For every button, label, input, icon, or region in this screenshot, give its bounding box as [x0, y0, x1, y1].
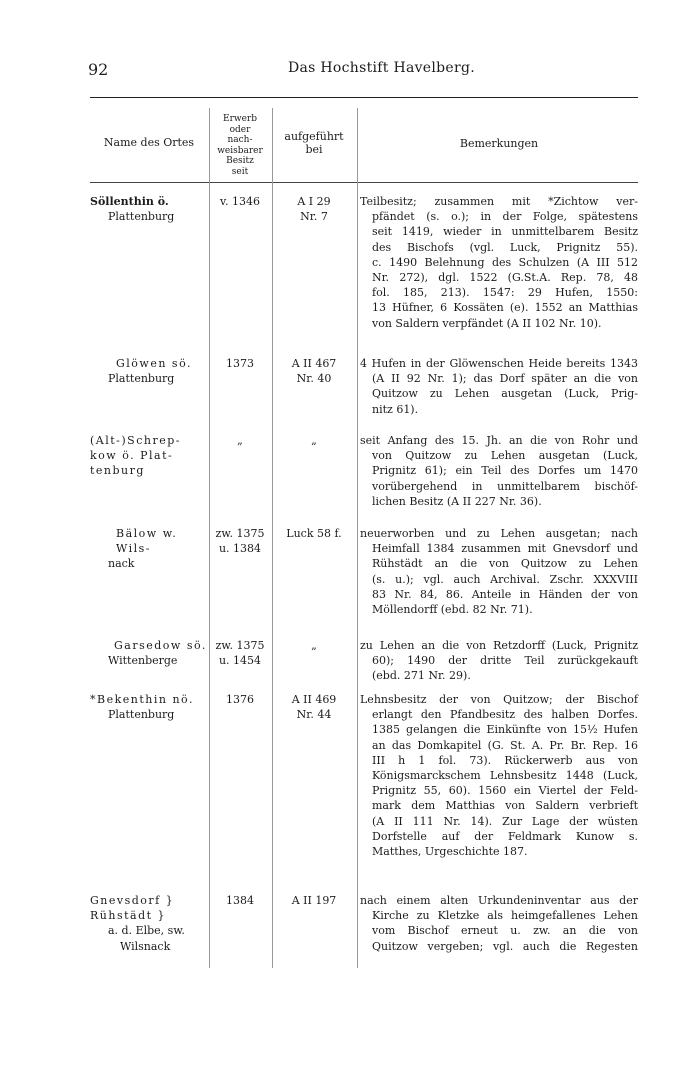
remark-line: seit Anfang des 15. Jh. an die von Rohr und: [360, 434, 638, 447]
column-header-since: [210, 114, 270, 177]
name-line: Plattenburg: [108, 372, 175, 386]
name-line: kow ö. Plat-: [90, 449, 174, 463]
remark-line: 83 Nr. 84, 86. Anteile in Händen der von: [372, 587, 638, 601]
remarks-cell: [360, 356, 638, 417]
header-line: aufgeführt: [284, 130, 344, 143]
ref-line: A II 197: [291, 894, 337, 907]
since-cell: [210, 433, 270, 448]
remark-line: von Quitzow zu Lehen ausgetan (Luck,: [372, 449, 638, 463]
since-cell: [210, 356, 270, 371]
name-line: Söllenthin ö.: [90, 195, 169, 208]
remark-line: Nr. 272), dgl. 1522 (G.St.A. Rep. 78, 48: [372, 271, 638, 285]
page-number: 92: [88, 60, 109, 79]
since-line: „: [237, 434, 243, 447]
place-name: [90, 194, 208, 224]
remarks-cell: [360, 893, 638, 954]
remark-line: Möllendorff (ebd. 82 Nr. 71).: [372, 603, 533, 617]
name-line: Gnevsdorf }: [90, 894, 175, 907]
remark-line: Prignitz 55, 60). 1560 ein Viertel der Feld-: [372, 784, 638, 798]
since-line: 1373: [226, 357, 254, 370]
name-line: Plattenburg: [108, 708, 175, 722]
since-line: u. 1454: [218, 654, 262, 668]
ref-line: A I 29: [297, 195, 331, 208]
remark-line: Kirche zu Kletzke als heimgefallenes Lehen: [372, 909, 638, 923]
remark-line: seit 1419, wieder in unmittelbarem Besitz: [372, 225, 638, 239]
name-line: nack: [108, 557, 135, 571]
ref-line: Nr. 7: [300, 210, 328, 224]
remark-line: Quitzow zu Lehen ausgetan (Luck, Prig-: [372, 387, 638, 401]
name-line: tenburg: [90, 464, 145, 478]
remark-line: nach einem alten Urkundeninventar aus der: [360, 894, 638, 907]
remark-line: Teilbesitz; zusammen mit *Zichtow ver-: [360, 195, 638, 208]
remark-line: mark dem Matthias von Saldern verbrieft: [372, 799, 638, 813]
remark-line: Rühstädt an die von Quitzow zu Lehen: [372, 557, 638, 571]
remark-line: (s. u.); vgl. auch Archival. Zschr. XXXVIII: [372, 572, 638, 586]
column-divider: [357, 108, 358, 968]
header-line: Besitz: [226, 156, 254, 166]
name-line: Wittenberge: [108, 654, 178, 668]
since-cell: [210, 638, 270, 668]
remarks-cell: [360, 433, 638, 509]
name-line: Wilsnack: [120, 939, 171, 953]
header-line: bei: [305, 143, 323, 156]
remark-line: c. 1490 Belehnung des Schulzen (A III 512: [372, 255, 638, 269]
since-cell: [210, 194, 270, 209]
name-line: Plattenburg: [108, 210, 175, 224]
remark-line: 4 Hufen in der Glöwenschen Heide bereits 1343: [360, 357, 638, 370]
header-line: nach-: [227, 135, 253, 145]
remark-line: Königsmarckschem Lehnsbesitz 1448 (Luck,: [372, 769, 638, 783]
since-cell: [210, 692, 270, 707]
remark-line: (ebd. 271 Nr. 29).: [372, 669, 471, 683]
ref-cell: [276, 356, 352, 386]
name-line: a. d. Elbe, sw.: [108, 924, 185, 938]
since-line: 1384: [226, 894, 254, 907]
remarks-cell: [360, 194, 638, 331]
running-title: Das Hochstift Havelberg.: [288, 60, 476, 76]
place-name: [90, 893, 208, 954]
remark-line: lichen Besitz (A II 227 Nr. 36).: [372, 494, 542, 508]
header-line: Erwerb: [223, 114, 257, 124]
remark-line: Quitzow vergeben; vgl. auch die Regesten: [372, 939, 638, 953]
place-name: [90, 433, 208, 479]
column-header-remarks: Bemerkungen: [459, 137, 539, 150]
top-rule: [90, 97, 638, 98]
ref-line: Nr. 40: [296, 372, 332, 386]
header-rule: [90, 182, 638, 183]
place-name: [90, 638, 208, 668]
ref-cell: [276, 692, 352, 722]
ref-line: A II 469: [291, 693, 337, 706]
remark-line: Lehnsbesitz der von Quitzow; der Bischof: [360, 693, 638, 706]
name-line: Bälow w. Wils-: [116, 527, 178, 556]
name-line: Garsedow sö.: [114, 639, 207, 652]
remark-line: (A II 92 Nr. 1); das Dorf später an die von: [372, 372, 638, 386]
remark-line: pfändet (s. o.); in der Folge, spätestens: [372, 210, 638, 224]
since-line: v. 1346: [220, 195, 260, 208]
remark-line: 60); 1490 der dritte Teil zurückgekauft: [372, 654, 638, 668]
remark-line: Dorfstelle auf der Feldmark Kunow s.: [372, 829, 638, 843]
since-line: 1376: [226, 693, 254, 706]
remark-line: vom Bischof erneut u. zw. an die von: [372, 924, 638, 938]
ref-cell: [276, 526, 352, 541]
name-line: (Alt-)Schrep-: [90, 434, 181, 447]
remark-line: fol. 185, 213). 1547: 29 Hufen, 1550:: [372, 286, 638, 300]
remark-line: zu Lehen an die von Retzdorff (Luck, Prignitz: [360, 639, 638, 652]
header-line: seit: [231, 166, 249, 177]
header-line: oder: [229, 124, 251, 135]
ref-line: A II 467: [291, 357, 337, 370]
remark-line: Matthes, Urgeschichte 187.: [372, 845, 528, 859]
remark-line: von Saldern verpfändet (A II 102 Nr. 10).: [372, 316, 602, 330]
remarks-cell: [360, 638, 638, 684]
place-name: [90, 526, 208, 572]
column-header-name: Name des Ortes: [103, 136, 195, 149]
remark-line: 13 Hüfner, 6 Kossäten (e). 1552 an Matthias: [372, 301, 638, 315]
ref-line: „: [311, 639, 317, 652]
ref-line: „: [311, 434, 317, 447]
ref-cell: [276, 893, 352, 908]
remark-line: nitz 61).: [372, 402, 419, 416]
name-line: Glöwen sö.: [116, 357, 193, 370]
remark-line: erlangt den Pfandbesitz des halben Dorfes.: [372, 708, 638, 722]
remarks-cell: [360, 526, 638, 617]
remark-line: Heimfall 1384 zusammen mit Gnevsdorf und: [372, 542, 638, 556]
since-cell: [210, 526, 270, 556]
ref-line: Luck 58 f.: [286, 527, 342, 540]
remark-line: neuerworben und zu Lehen ausgetan; nach: [360, 527, 638, 540]
remark-line: vorübergehend in unmittelbarem bischöf-: [372, 479, 638, 493]
remarks-cell: [360, 692, 638, 859]
ref-cell: [276, 638, 352, 653]
ref-line: Nr. 44: [296, 708, 332, 722]
ref-cell: [276, 433, 352, 448]
since-line: zw. 1375: [215, 527, 265, 540]
remark-line: an das Domkapitel (G. St. A. Pr. Br. Rep. 16: [372, 738, 638, 752]
since-line: zw. 1375: [215, 639, 265, 652]
remark-line: III h 1 fol. 73). Rückerwerb aus von: [372, 753, 638, 767]
remark-line: (A II 111 Nr. 14). Zur Lage der wüsten: [372, 814, 638, 828]
column-header-ref: [276, 130, 352, 156]
since-cell: [210, 893, 270, 908]
remark-line: des Bischofs (vgl. Luck, Prignitz 55).: [372, 240, 638, 254]
column-divider: [272, 108, 273, 968]
place-name: [90, 692, 208, 722]
since-line: u. 1384: [218, 542, 262, 556]
remark-line: 1385 gelangen die Einkünfte von 15½ Hufen: [372, 723, 638, 737]
name-line: Rühstädt }: [90, 909, 167, 923]
place-name: [90, 356, 208, 386]
remark-line: Prignitz 61); ein Teil des Dorfes um 1470: [372, 464, 638, 478]
ref-cell: [276, 194, 352, 224]
name-line: *Bekenthin nö.: [90, 693, 194, 706]
header-line: weisbarer: [217, 145, 263, 156]
